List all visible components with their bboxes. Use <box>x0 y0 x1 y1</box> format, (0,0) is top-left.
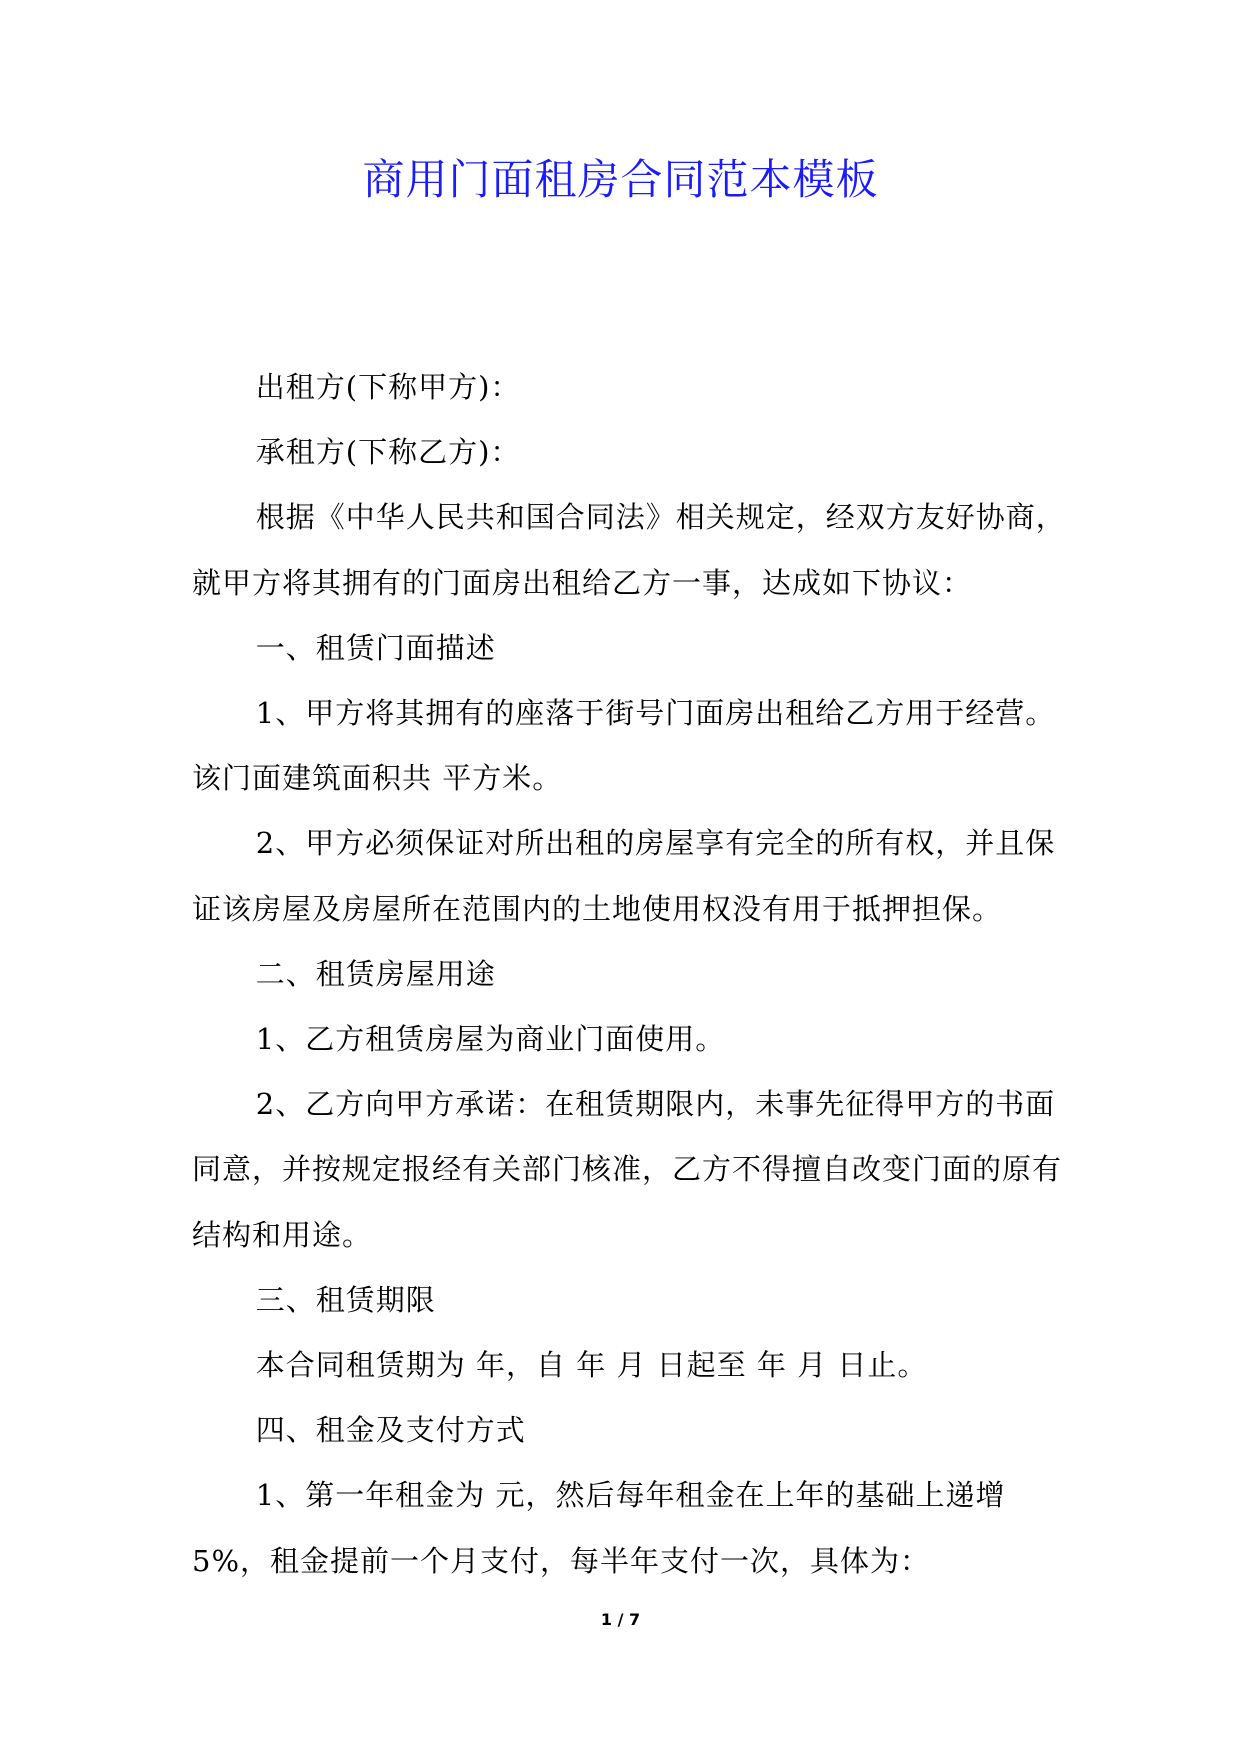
section-heading: 一、租赁门面描述 <box>255 630 496 665</box>
page-number: 1 / 7 <box>600 1610 641 1629</box>
document-title: 商用门面租房合同范本模板 <box>362 155 879 204</box>
section-heading: 二、租赁房屋用途 <box>255 956 496 991</box>
paragraph: 承租方(下称乙方)： <box>255 435 521 470</box>
paragraph: 1、第一年租金为 元，然后每年租金在上年的基础上递增5%，租金提前一个月支付，每半年支付一次，具体为： <box>192 1478 1006 1578</box>
document-body <box>192 355 1082 1594</box>
paragraph: 2、乙方向甲方承诺：在租赁期限内，未事先征得甲方的书面同意，并按规定报经有关部门核准，乙方不得擅自改变门面的原有结构和用途。 <box>192 1087 1063 1252</box>
paragraph: 本合同租赁期为 年，自 年 月 日起至 年 月 日止。 <box>255 1348 928 1383</box>
paragraph: 1、乙方租赁房屋为商业门面使用。 <box>255 1022 726 1057</box>
paragraph: 2、甲方必须保证对所出租的房屋享有完全的所有权，并且保证该房屋及房屋所在范围内的土地使用权没有用于抵押担保。 <box>192 826 1056 926</box>
section-heading: 三、租赁期限 <box>255 1282 436 1317</box>
section-heading: 四、租金及支付方式 <box>255 1413 526 1448</box>
paragraph: 根据《中华人民共和国合同法》相关规定，经双方友好协商，就甲方将其拥有的门面房出租给乙方一事，达成如下协议： <box>192 500 1066 600</box>
paragraph: 1、甲方将其拥有的座落于街号门面房出租给乙方用于经营。该门面建筑面积共 平方米。 <box>192 696 1056 796</box>
paragraph: 出租方(下称甲方)： <box>255 370 521 404</box>
